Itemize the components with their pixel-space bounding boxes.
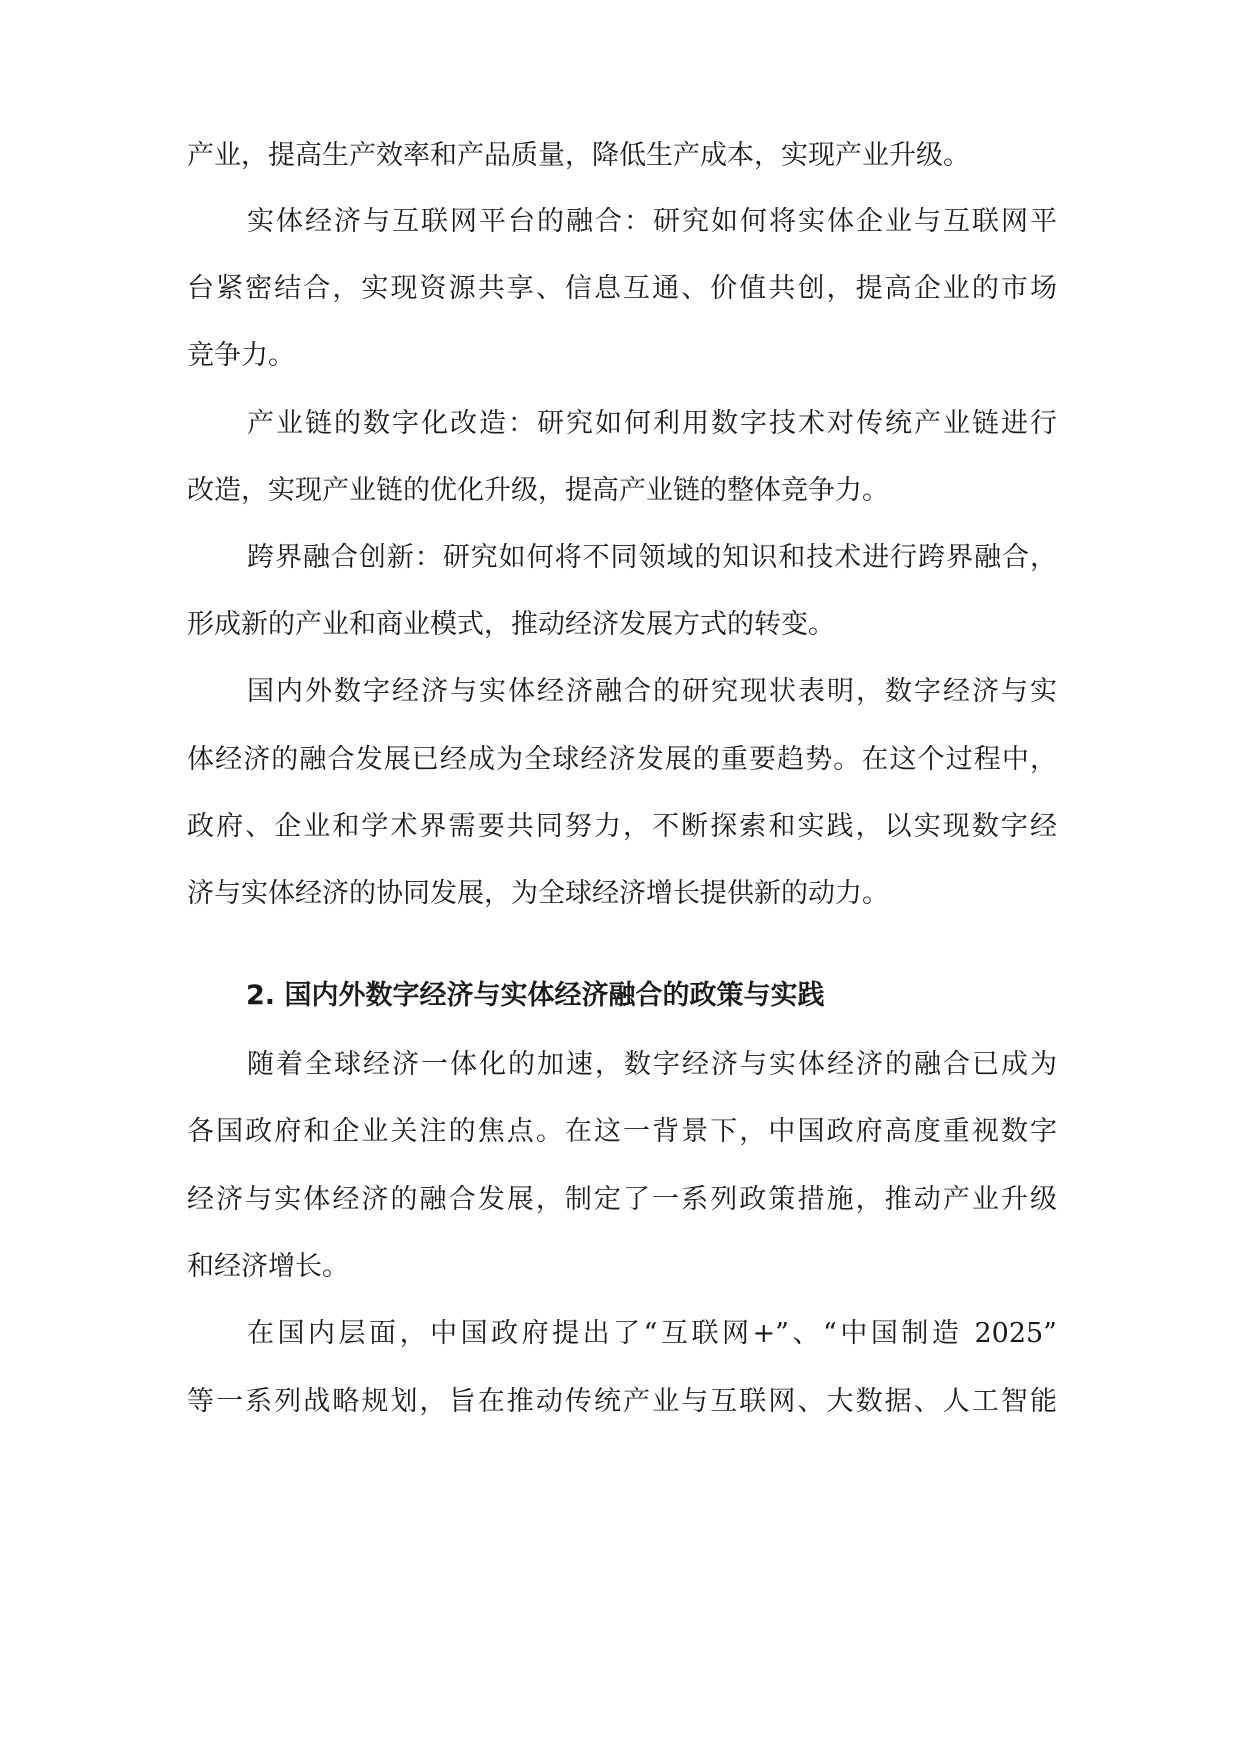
paragraph-line: 产业，提高生产效率和产品质量，降低生产成本，实现产业升级。 — [187, 140, 970, 171]
paragraph-line: 产业链的数字化改造：研究如何利用数字技术对传统产业链进行 — [247, 408, 1057, 439]
paragraph-line: 各国政府和企业关注的焦点。在这一背景下，中国政府高度重视数字 — [187, 1116, 1057, 1147]
paragraph-line: 等一系列战略规划，旨在推动传统产业与互联网、大数据、人工智能 — [187, 1386, 1057, 1417]
paragraph-line: 经济与实体经济的融合发展，制定了一系列政策措施，推动产业升级 — [187, 1184, 1057, 1215]
paragraph-line: 台紧密结合，实现资源共享、信息互通、价值共创，提高企业的市场 — [187, 273, 1057, 304]
paragraph-line: 竞争力。 — [187, 340, 295, 371]
paragraph-line: 改造，实现产业链的优化升级，提高产业链的整体竞争力。 — [187, 475, 889, 506]
paragraph-line: 在国内层面，中国政府提出了“互联网+”、“中国制造 2025” — [247, 1318, 1057, 1349]
paragraph-line: 济与实体经济的协同发展，为全球经济增长提供新的动力。 — [187, 878, 889, 909]
paragraph-line: 和经济增长。 — [187, 1251, 349, 1282]
paragraph-line: 政府、企业和学术界需要共同努力，不断探索和实践，以实现数字经 — [187, 811, 1057, 842]
paragraph-line: 体经济的融合发展已经成为全球经济发展的重要趋势。在这个过程中， — [187, 744, 1057, 775]
paragraph-line: 形成新的产业和商业模式，推动经济发展方式的转变。 — [187, 609, 835, 640]
paragraph-line: 国内外数字经济与实体经济融合的研究现状表明，数字经济与实 — [247, 676, 1057, 707]
paragraph-line: 实体经济与互联网平台的融合：研究如何将实体企业与互联网平 — [247, 206, 1057, 237]
section-heading: 2. 国内外数字经济与实体经济融合的政策与实践 — [246, 980, 825, 1011]
paragraph-line: 跨界融合创新：研究如何将不同领域的知识和技术进行跨界融合， — [247, 542, 1057, 573]
paragraph-line: 随着全球经济一体化的加速，数字经济与实体经济的融合已成为 — [247, 1049, 1057, 1080]
